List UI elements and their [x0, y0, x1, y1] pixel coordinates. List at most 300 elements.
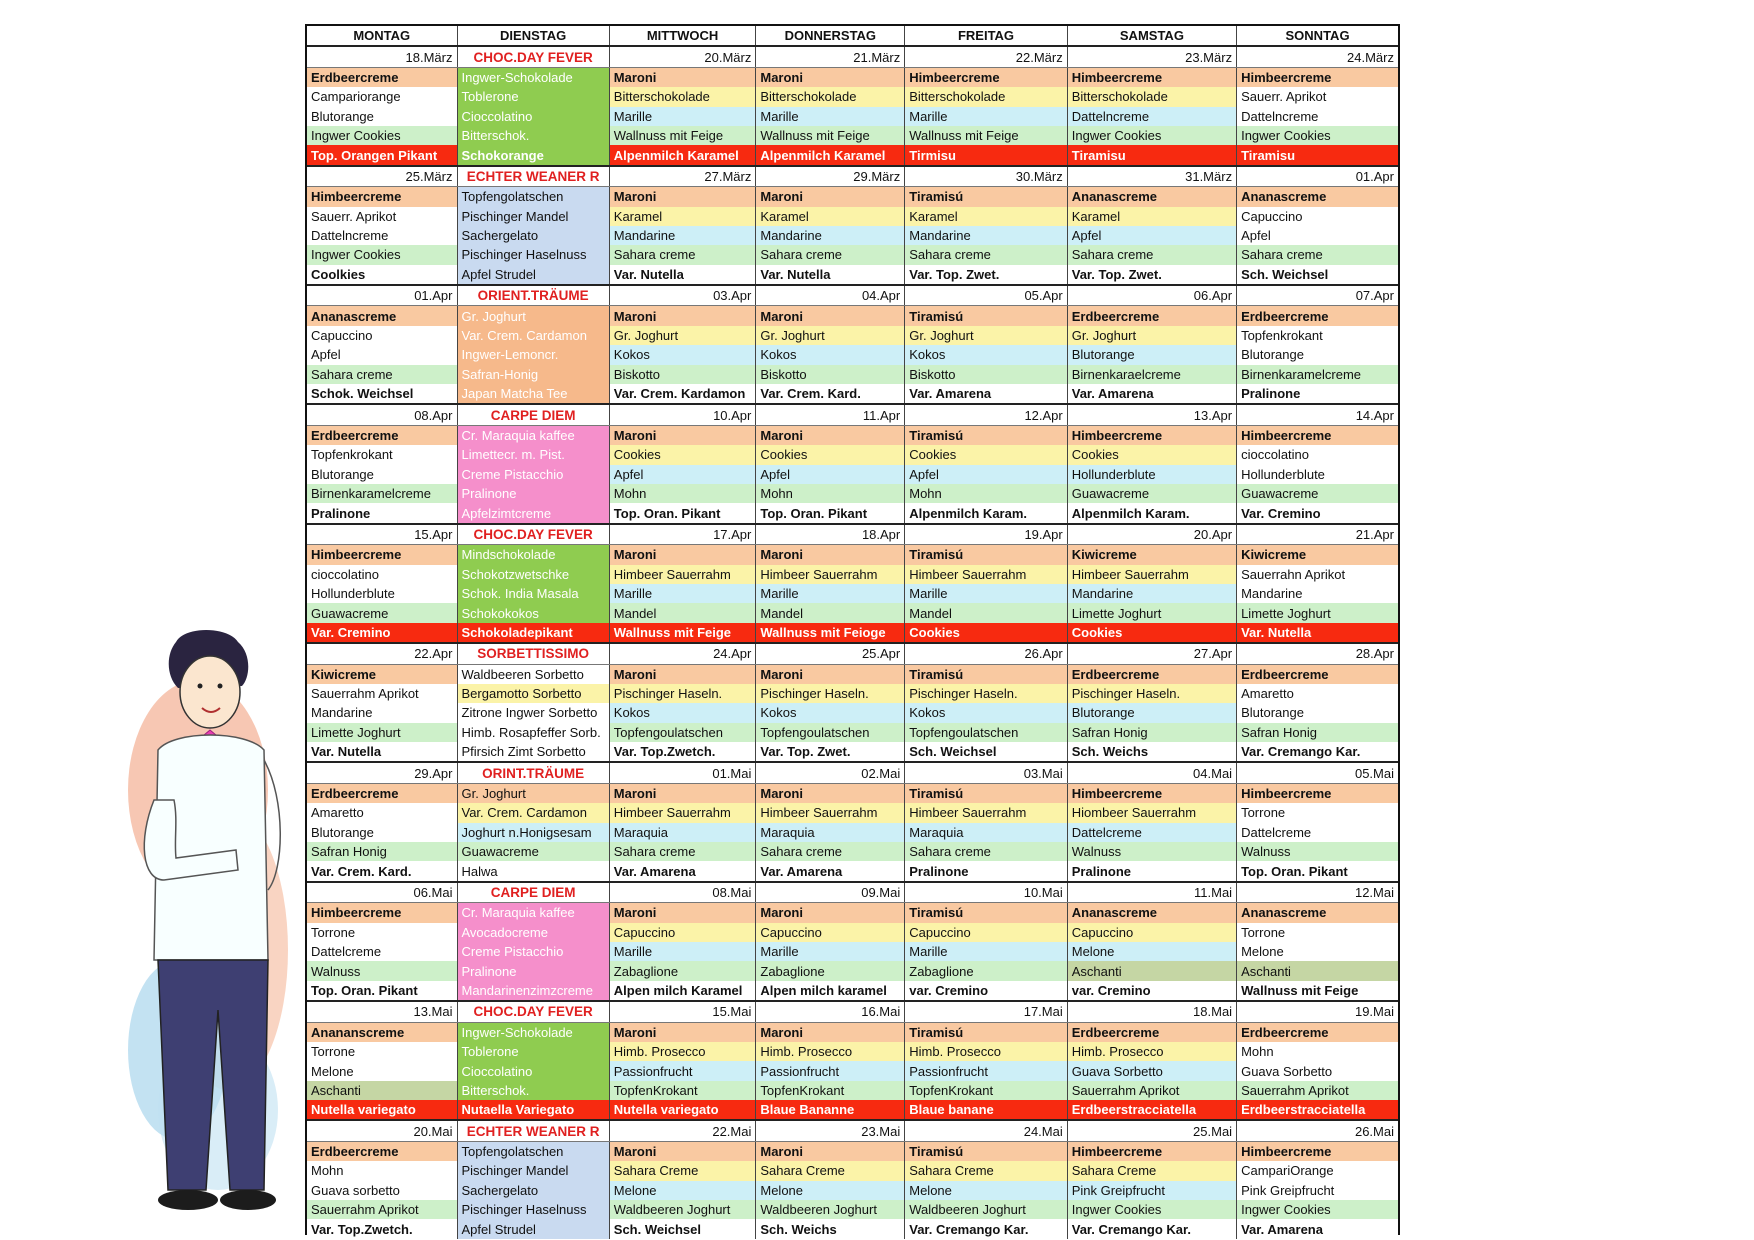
ice-cream-flavor-calendar: [305, 24, 1400, 1235]
flavor-row: [307, 1022, 1398, 1042]
flavor-cell: Guawacreme: [307, 603, 457, 622]
flavor-cell: Apfel Strudel: [457, 1219, 609, 1238]
flavor-row: [307, 107, 1398, 126]
flavor-cell: Karamel: [905, 207, 1068, 226]
date-label: 22.Apr: [307, 643, 457, 664]
date-label: 13.Apr: [1067, 404, 1236, 425]
flavor-cell: Himbeercreme: [1067, 783, 1236, 803]
flavor-cell: Zabaglione: [905, 961, 1068, 980]
flavor-cell: Cr. Maraquia kaffee: [457, 425, 609, 445]
flavor-cell: Marille: [905, 942, 1068, 961]
flavor-cell: Apfelzimtcreme: [457, 503, 609, 523]
flavor-cell: Mindschokolade: [457, 545, 609, 565]
week-date-row: [307, 1001, 1398, 1022]
flavor-cell: Sch. Weichsel: [905, 742, 1068, 762]
flavor-cell: Sahara Creme: [905, 1161, 1068, 1180]
flavor-cell: Topfengolatschen: [457, 187, 609, 207]
date-label: 29.März: [756, 166, 905, 187]
flavor-cell: Himbeer Sauerrahm: [756, 565, 905, 584]
date-label: 07.Apr: [1237, 285, 1398, 306]
flavor-cell: Melone: [609, 1181, 756, 1200]
flavor-cell: Torrone: [1237, 803, 1398, 822]
flavor-row: [307, 245, 1398, 264]
date-label: 26.Apr: [905, 643, 1068, 664]
theme-day-title: CHOC.DAY FEVER: [457, 1001, 609, 1022]
date-label: 21.März: [756, 46, 905, 67]
flavor-cell: Apfel: [1237, 226, 1398, 245]
flavor-cell: Sahara Creme: [756, 1161, 905, 1180]
flavor-row: [307, 226, 1398, 245]
flavor-cell: Sauerr. Aprikot: [307, 207, 457, 226]
flavor-cell: Alpenmilch Karamel: [756, 145, 905, 165]
flavor-cell: Wallnuss mit Feioge: [756, 623, 905, 643]
date-label: 16.Mai: [756, 1001, 905, 1022]
flavor-row: [307, 1100, 1398, 1120]
flavor-row: [307, 823, 1398, 842]
flavor-cell: Pischinger Haseln.: [756, 684, 905, 703]
flavor-cell: Marille: [609, 942, 756, 961]
flavor-cell: Himbeercreme: [1237, 1141, 1398, 1161]
date-label: 23.März: [1067, 46, 1236, 67]
flavor-row: [307, 1081, 1398, 1100]
flavor-cell: Japan Matcha Tee: [457, 384, 609, 404]
flavor-row: [307, 981, 1398, 1001]
date-label: 15.Apr: [307, 524, 457, 545]
flavor-cell: Safran Honig: [1237, 723, 1398, 742]
flavor-row: [307, 723, 1398, 742]
flavor-cell: CampariOrange: [1237, 1161, 1398, 1180]
flavor-cell: Sauerr. Aprikot: [1237, 87, 1398, 106]
flavor-row: [307, 961, 1398, 980]
flavor-cell: Maroni: [756, 425, 905, 445]
flavor-cell: Topfengoulatschen: [905, 723, 1068, 742]
flavor-cell: Mohn: [756, 484, 905, 503]
date-label: 17.Mai: [905, 1001, 1068, 1022]
flavor-cell: Maroni: [609, 67, 756, 87]
date-label: 19.Apr: [905, 524, 1068, 545]
flavor-row: [307, 384, 1398, 404]
date-label: 05.Apr: [905, 285, 1068, 306]
flavor-cell: Kokos: [905, 345, 1068, 364]
flavor-row: [307, 565, 1398, 584]
flavor-cell: Marille: [756, 107, 905, 126]
flavor-row: [307, 842, 1398, 861]
flavor-cell: Ananascreme: [307, 306, 457, 326]
flavor-cell: Tiramisu: [1067, 145, 1236, 165]
flavor-cell: Ingwer Cookies: [1237, 126, 1398, 145]
date-label: 13.Mai: [307, 1001, 457, 1022]
flavor-cell: Blaue Bananne: [756, 1100, 905, 1120]
flavor-row: [307, 623, 1398, 643]
flavor-cell: Mandel: [905, 603, 1068, 622]
flavor-cell: Safran Honig: [1067, 723, 1236, 742]
flavor-cell: Safran-Honig: [457, 365, 609, 384]
date-label: 21.Apr: [1237, 524, 1398, 545]
date-label: 22.März: [905, 46, 1068, 67]
flavor-cell: Bitterschokolade: [756, 87, 905, 106]
flavor-cell: Ananascreme: [1237, 187, 1398, 207]
flavor-cell: Alpenmilch Karamel: [609, 145, 756, 165]
flavor-cell: Maraquia: [905, 823, 1068, 842]
date-label: 17.Apr: [609, 524, 756, 545]
flavor-cell: Limette Joghurt: [1067, 603, 1236, 622]
flavor-cell: Cr. Maraquia kaffee: [457, 903, 609, 923]
flavor-cell: Maroni: [756, 664, 905, 684]
week-date-row: [307, 404, 1398, 425]
date-label: 01.Apr: [1237, 166, 1398, 187]
flavor-cell: Cioccolatino: [457, 107, 609, 126]
flavor-cell: Dattelcreme: [307, 942, 457, 961]
flavor-cell: Kokos: [756, 703, 905, 722]
date-label: 22.Mai: [609, 1120, 756, 1141]
flavor-cell: Safran Honig: [307, 842, 457, 861]
flavor-row: [307, 903, 1398, 923]
flavor-cell: Var. Nutella: [307, 742, 457, 762]
flavor-cell: Marille: [609, 107, 756, 126]
flavor-cell: Himbeer Sauerrahm: [1067, 565, 1236, 584]
flavor-cell: Var. Amarena: [1067, 384, 1236, 404]
date-label: 06.Apr: [1067, 285, 1236, 306]
flavor-cell: Toblerone: [457, 1042, 609, 1061]
flavor-cell: Melone: [905, 1181, 1068, 1200]
flavor-cell: Aschanti: [1237, 961, 1398, 980]
flavor-cell: Gr. Joghurt: [457, 306, 609, 326]
flavor-cell: Tiramisú: [905, 306, 1068, 326]
flavor-cell: Var. Top. Zwet.: [905, 265, 1068, 285]
flavor-cell: var. Cremino: [1067, 981, 1236, 1001]
flavor-cell: Top. Oran. Pikant: [756, 503, 905, 523]
flavor-cell: Pischinger Haseln.: [905, 684, 1068, 703]
flavor-cell: Bitterschokolade: [905, 87, 1068, 106]
date-label: 25.Mai: [1067, 1120, 1236, 1141]
flavor-cell: Waldbeeren Joghurt: [905, 1200, 1068, 1219]
flavor-cell: Capuccino: [905, 923, 1068, 942]
flavor-cell: Sahara creme: [609, 245, 756, 264]
flavor-cell: Sahara Creme: [1067, 1161, 1236, 1180]
flavor-cell: Var. Amarena: [1237, 1219, 1398, 1238]
flavor-cell: Pischinger Haselnuss: [457, 1200, 609, 1219]
flavor-cell: Blutorange: [1067, 703, 1236, 722]
flavor-cell: Kiwicreme: [307, 664, 457, 684]
flavor-cell: Blutorange: [1237, 345, 1398, 364]
flavor-cell: Bitterschok.: [457, 126, 609, 145]
flavor-cell: Marille: [756, 584, 905, 603]
flavor-cell: Topfengoulatschen: [609, 723, 756, 742]
flavor-cell: Dattelcreme: [1237, 823, 1398, 842]
flavor-cell: Mandel: [609, 603, 756, 622]
flavor-row: [307, 484, 1398, 503]
theme-day-title: CARPE DIEM: [457, 404, 609, 425]
date-label: 04.Apr: [756, 285, 905, 306]
flavor-cell: Marille: [905, 584, 1068, 603]
flavor-cell: Var. Top.Zwetch.: [307, 1219, 457, 1238]
flavor-cell: Maroni: [609, 1141, 756, 1161]
date-label: 01.Mai: [609, 762, 756, 783]
flavor-cell: Ananascreme: [1067, 187, 1236, 207]
flavor-cell: Erdbeercreme: [1067, 1022, 1236, 1042]
flavor-cell: Nutaella Variegato: [457, 1100, 609, 1120]
flavor-cell: Var. Top. Zwet.: [756, 742, 905, 762]
flavor-row: [307, 584, 1398, 603]
flavor-cell: Erdbeerstracciatella: [1237, 1100, 1398, 1120]
flavor-cell: Tiramisú: [905, 1141, 1068, 1161]
weekday-header: MITTWOCH: [609, 26, 756, 46]
flavor-cell: Erdbeercreme: [307, 783, 457, 803]
flavor-cell: Tiramisú: [905, 545, 1068, 565]
flavor-cell: Birnenkaramelcreme: [1237, 365, 1398, 384]
flavor-cell: Apfel Strudel: [457, 265, 609, 285]
flavor-cell: Sachergelato: [457, 226, 609, 245]
flavor-cell: Himbeercreme: [1067, 425, 1236, 445]
flavor-cell: Kokos: [609, 345, 756, 364]
flavor-cell: Cioccolatino: [457, 1061, 609, 1080]
flavor-cell: Guava sorbetto: [307, 1181, 457, 1200]
flavor-cell: Erdbeercreme: [307, 67, 457, 87]
flavor-cell: Himbeercreme: [1067, 67, 1236, 87]
flavor-cell: Top. Oran. Pikant: [307, 981, 457, 1001]
flavor-cell: Capuccino: [1237, 207, 1398, 226]
flavor-cell: Melone: [1237, 942, 1398, 961]
flavor-cell: Walnuss: [307, 961, 457, 980]
flavor-cell: Topfengoulatschen: [756, 723, 905, 742]
theme-day-title: ORIENT.TRÄUME: [457, 285, 609, 306]
flavor-cell: Ingwer-Schokolade: [457, 67, 609, 87]
flavor-cell: Himb. Prosecco: [905, 1042, 1068, 1061]
flavor-cell: Var. Top.Zwetch.: [609, 742, 756, 762]
flavor-cell: Erdbeercreme: [1067, 306, 1236, 326]
flavor-cell: Passionfrucht: [609, 1061, 756, 1080]
calendar-table: [307, 26, 1398, 1239]
flavor-cell: Anananscreme: [307, 1022, 457, 1042]
flavor-cell: Nutella variegato: [609, 1100, 756, 1120]
flavor-cell: Maraquia: [609, 823, 756, 842]
flavor-cell: Topfenkrokant: [1237, 326, 1398, 345]
flavor-cell: Schok. Weichsel: [307, 384, 457, 404]
flavor-cell: Pischinger Mandel: [457, 1161, 609, 1180]
date-label: 03.Apr: [609, 285, 756, 306]
flavor-cell: Erdbeercreme: [1237, 664, 1398, 684]
week-date-row: [307, 524, 1398, 545]
flavor-cell: Alpen milch karamel: [756, 981, 905, 1001]
flavor-cell: Himb. Prosecco: [609, 1042, 756, 1061]
flavor-cell: Var. Crem. Cardamon: [457, 326, 609, 345]
flavor-cell: Cookies: [1067, 623, 1236, 643]
flavor-cell: Mohn: [905, 484, 1068, 503]
flavor-cell: Pischinger Mandel: [457, 207, 609, 226]
flavor-cell: Mandel: [756, 603, 905, 622]
flavor-cell: Waldbeeren Sorbetto: [457, 664, 609, 684]
date-label: 06.Mai: [307, 882, 457, 903]
flavor-cell: Pralinone: [307, 503, 457, 523]
flavor-cell: Wallnuss mit Feige: [609, 623, 756, 643]
flavor-cell: Maroni: [756, 67, 905, 87]
flavor-cell: Pralinone: [1237, 384, 1398, 404]
flavor-row: [307, 345, 1398, 364]
theme-day-title: CHOC.DAY FEVER: [457, 46, 609, 67]
flavor-cell: Sahara creme: [905, 245, 1068, 264]
flavor-cell: Limettecr. m. Pist.: [457, 445, 609, 464]
flavor-cell: Maroni: [756, 545, 905, 565]
flavor-cell: Gr. Joghurt: [905, 326, 1068, 345]
date-label: 02.Mai: [756, 762, 905, 783]
flavor-cell: Bergamotto Sorbetto: [457, 684, 609, 703]
flavor-row: [307, 465, 1398, 484]
flavor-cell: Marille: [756, 942, 905, 961]
flavor-cell: Bitterschok.: [457, 1081, 609, 1100]
flavor-cell: Schokorange: [457, 145, 609, 165]
flavor-cell: Himbeer Sauerrahm: [905, 565, 1068, 584]
flavor-cell: Maroni: [609, 903, 756, 923]
flavor-cell: Var. Cremango Kar.: [905, 1219, 1068, 1238]
flavor-cell: Karamel: [1067, 207, 1236, 226]
flavor-cell: Nutella variegato: [307, 1100, 457, 1120]
flavor-cell: cioccolatino: [1237, 445, 1398, 464]
flavor-cell: Tirmisu: [905, 145, 1068, 165]
flavor-cell: Aschanti: [1067, 961, 1236, 980]
flavor-cell: Joghurt n.Honigsesam: [457, 823, 609, 842]
flavor-cell: Erdbeercreme: [307, 425, 457, 445]
flavor-cell: Cookies: [756, 445, 905, 464]
flavor-row: [307, 545, 1398, 565]
date-label: 18.Apr: [756, 524, 905, 545]
flavor-cell: Torrone: [307, 923, 457, 942]
flavor-cell: Mandarine: [756, 226, 905, 245]
flavor-cell: Zabaglione: [609, 961, 756, 980]
flavor-cell: Creme Pistacchio: [457, 465, 609, 484]
flavor-cell: Tiramisú: [905, 783, 1068, 803]
flavor-cell: Blutorange: [307, 107, 457, 126]
flavor-row: [307, 803, 1398, 822]
week-date-row: [307, 762, 1398, 783]
flavor-cell: Himbeer Sauerrahm: [609, 803, 756, 822]
flavor-cell: Var. Amarena: [756, 861, 905, 881]
flavor-cell: Karamel: [609, 207, 756, 226]
flavor-cell: Sahara creme: [1237, 245, 1398, 264]
date-label: 30.März: [905, 166, 1068, 187]
flavor-row: [307, 207, 1398, 226]
flavor-cell: Cookies: [609, 445, 756, 464]
flavor-cell: Waldbeeren Joghurt: [609, 1200, 756, 1219]
flavor-row: [307, 1161, 1398, 1180]
flavor-cell: Alpenmilch Karam.: [905, 503, 1068, 523]
flavor-cell: Walnuss: [1237, 842, 1398, 861]
flavor-cell: Erdbeerstracciatella: [1067, 1100, 1236, 1120]
flavor-cell: Kokos: [905, 703, 1068, 722]
flavor-row: [307, 603, 1398, 622]
date-label: 25.Apr: [756, 643, 905, 664]
flavor-cell: Schokotzwetschke: [457, 565, 609, 584]
flavor-cell: Ingwer-Lemoncr.: [457, 345, 609, 364]
date-label: 27.März: [609, 166, 756, 187]
flavor-cell: Blutorange: [307, 823, 457, 842]
flavor-cell: Mandarinenzimzcreme: [457, 981, 609, 1001]
date-label: 25.März: [307, 166, 457, 187]
flavor-cell: Himbeercreme: [307, 903, 457, 923]
flavor-cell: Waldbeeren Joghurt: [756, 1200, 905, 1219]
flavor-row: [307, 306, 1398, 326]
flavor-cell: Sch. Weichsel: [609, 1219, 756, 1238]
flavor-cell: Ingwer Cookies: [307, 126, 457, 145]
flavor-cell: Pink Greipfrucht: [1067, 1181, 1236, 1200]
flavor-cell: Capuccino: [609, 923, 756, 942]
flavor-cell: Sahara creme: [756, 245, 905, 264]
flavor-cell: Var. Nutella: [756, 265, 905, 285]
flavor-row: [307, 923, 1398, 942]
flavor-cell: Mandarine: [609, 226, 756, 245]
flavor-cell: Gr. Joghurt: [609, 326, 756, 345]
flavor-row: [307, 703, 1398, 722]
flavor-cell: Guawacreme: [457, 842, 609, 861]
flavor-cell: Amaretto: [1237, 684, 1398, 703]
flavor-cell: Maroni: [756, 1022, 905, 1042]
flavor-cell: Sauerrahm Aprikot: [307, 684, 457, 703]
flavor-row: [307, 742, 1398, 762]
flavor-cell: Apfel: [1067, 226, 1236, 245]
date-label: 10.Apr: [609, 404, 756, 425]
flavor-row: [307, 664, 1398, 684]
flavor-cell: Sahara creme: [609, 842, 756, 861]
flavor-cell: Wallnuss mit Feige: [1237, 981, 1398, 1001]
flavor-cell: Var. Top. Zwet.: [1067, 265, 1236, 285]
flavor-cell: Gr. Joghurt: [756, 326, 905, 345]
flavor-cell: Var. Crem. Cardamon: [457, 803, 609, 822]
date-label: 04.Mai: [1067, 762, 1236, 783]
flavor-cell: Schokoladepikant: [457, 623, 609, 643]
flavor-cell: Pischinger Haseln.: [609, 684, 756, 703]
flavor-row: [307, 87, 1398, 106]
flavor-cell: Passionfrucht: [905, 1061, 1068, 1080]
flavor-cell: Himbeercreme: [307, 545, 457, 565]
flavor-cell: Var. Nutella: [1237, 623, 1398, 643]
flavor-cell: Topfengolatschen: [457, 1141, 609, 1161]
flavor-cell: Alpenmilch Karam.: [1067, 503, 1236, 523]
flavor-cell: Sch. Weichs: [756, 1219, 905, 1238]
flavor-cell: Blutorange: [1237, 703, 1398, 722]
flavor-cell: Capuccino: [756, 923, 905, 942]
flavor-cell: Blutorange: [1067, 345, 1236, 364]
theme-day-title: ECHTER WEANER R: [457, 166, 609, 187]
flavor-cell: Maraquia: [756, 823, 905, 842]
weekday-header: FREITAG: [905, 26, 1068, 46]
flavor-cell: Dattelcreme: [1067, 823, 1236, 842]
date-label: 20.März: [609, 46, 756, 67]
flavor-cell: Maroni: [609, 187, 756, 207]
flavor-cell: Gr. Joghurt: [457, 783, 609, 803]
flavor-row: [307, 126, 1398, 145]
flavor-row: [307, 1200, 1398, 1219]
flavor-cell: Top. Oran. Pikant: [1237, 861, 1398, 881]
flavor-row: [307, 1061, 1398, 1080]
flavor-cell: Biskotto: [756, 365, 905, 384]
flavor-cell: Maroni: [609, 425, 756, 445]
flavor-cell: cioccolatino: [307, 565, 457, 584]
flavor-cell: Melone: [307, 1061, 457, 1080]
flavor-cell: Erdbeercreme: [1067, 664, 1236, 684]
flavor-cell: Mandarine: [1067, 584, 1236, 603]
flavor-cell: Passionfrucht: [756, 1061, 905, 1080]
week-date-row: [307, 285, 1398, 306]
theme-day-title: CARPE DIEM: [457, 882, 609, 903]
flavor-cell: Limette Joghurt: [307, 723, 457, 742]
flavor-cell: Wallnuss mit Feige: [609, 126, 756, 145]
flavor-cell: Pralinone: [1067, 861, 1236, 881]
flavor-cell: Himbeer Sauerrahm: [905, 803, 1068, 822]
flavor-cell: Sauerrahm Aprikot: [1067, 1081, 1236, 1100]
date-label: 18.Mai: [1067, 1001, 1236, 1022]
flavor-cell: Apfel: [905, 465, 1068, 484]
flavor-cell: Dattelncreme: [1067, 107, 1236, 126]
flavor-cell: Maroni: [756, 187, 905, 207]
